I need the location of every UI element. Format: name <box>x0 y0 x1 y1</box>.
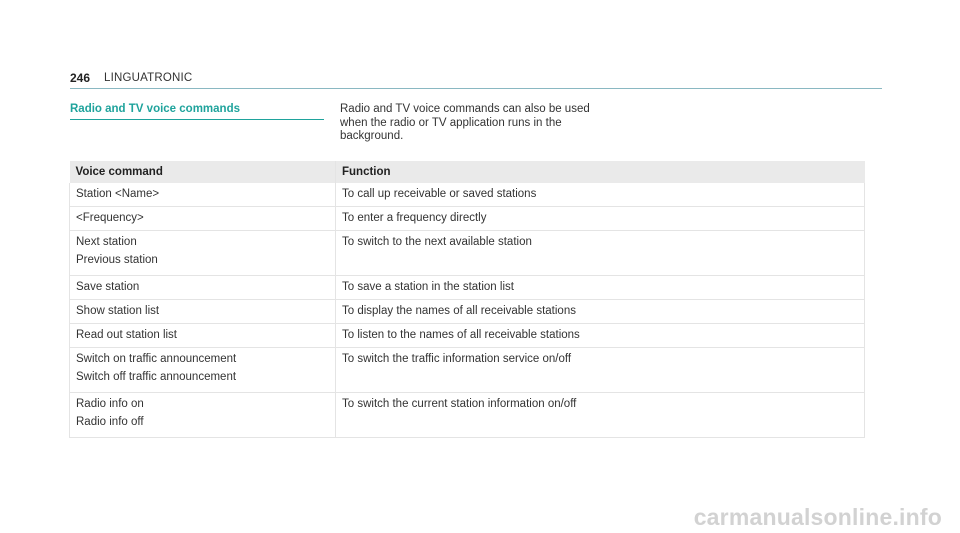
column-header-function: Function <box>336 161 865 183</box>
watermark: carmanualsonline.info <box>693 504 942 530</box>
voice-command-cell <box>70 300 336 324</box>
column-header-voice-command: Voice command <box>70 161 336 183</box>
intro-paragraph: Radio and TV voice commands can also be used when the radio or TV application runs in the background. <box>340 103 590 142</box>
table-row <box>70 393 865 438</box>
function-cell: To switch the traffic information service on/off <box>336 348 865 393</box>
function-cell: To switch the current station information on/off <box>336 393 865 438</box>
table-row <box>70 231 865 276</box>
voice-command: Next station <box>76 236 137 248</box>
function-cell: To save a station in the station list <box>336 276 865 300</box>
voice-command: Switch on traffic announcement <box>76 353 237 365</box>
voice-command-cell <box>70 348 336 393</box>
section-heading: Radio and TV voice commands <box>70 103 324 120</box>
function-cell: To call up receivable or saved stations <box>336 183 865 207</box>
table-row <box>70 348 865 393</box>
table-row <box>70 183 865 207</box>
voice-command: Radio info on <box>76 398 144 410</box>
voice-command-cell <box>70 207 336 231</box>
voice-command: Read out station list <box>76 329 178 341</box>
voice-command: <Frequency> <box>76 212 144 224</box>
table-row <box>70 324 865 348</box>
table-row <box>70 300 865 324</box>
voice-command-cell <box>70 231 336 276</box>
table-row <box>70 276 865 300</box>
voice-command-cell <box>70 276 336 300</box>
voice-command: Save station <box>76 281 140 293</box>
voice-command: Radio info off <box>76 416 144 428</box>
voice-command-cell <box>70 393 336 438</box>
voice-command: Switch off traffic announcement <box>76 371 237 383</box>
function-cell: To enter a frequency directly <box>336 207 865 231</box>
function-cell: To listen to the names of all receivable stations <box>336 324 865 348</box>
running-title: LINGUATRONIC <box>104 72 193 84</box>
voice-command-cell <box>70 324 336 348</box>
table-row <box>70 207 865 231</box>
voice-command: Show station list <box>76 305 160 317</box>
voice-command-cell <box>70 183 336 207</box>
function-cell: To switch to the next available station <box>336 231 865 276</box>
voice-command-table <box>69 161 865 438</box>
page-number: 246 <box>70 71 91 85</box>
function-cell: To display the names of all receivable stations <box>336 300 865 324</box>
voice-command: Station <Name> <box>76 188 160 200</box>
voice-command: Previous station <box>76 254 158 266</box>
table-header-row <box>70 161 865 183</box>
page-header <box>70 71 882 89</box>
